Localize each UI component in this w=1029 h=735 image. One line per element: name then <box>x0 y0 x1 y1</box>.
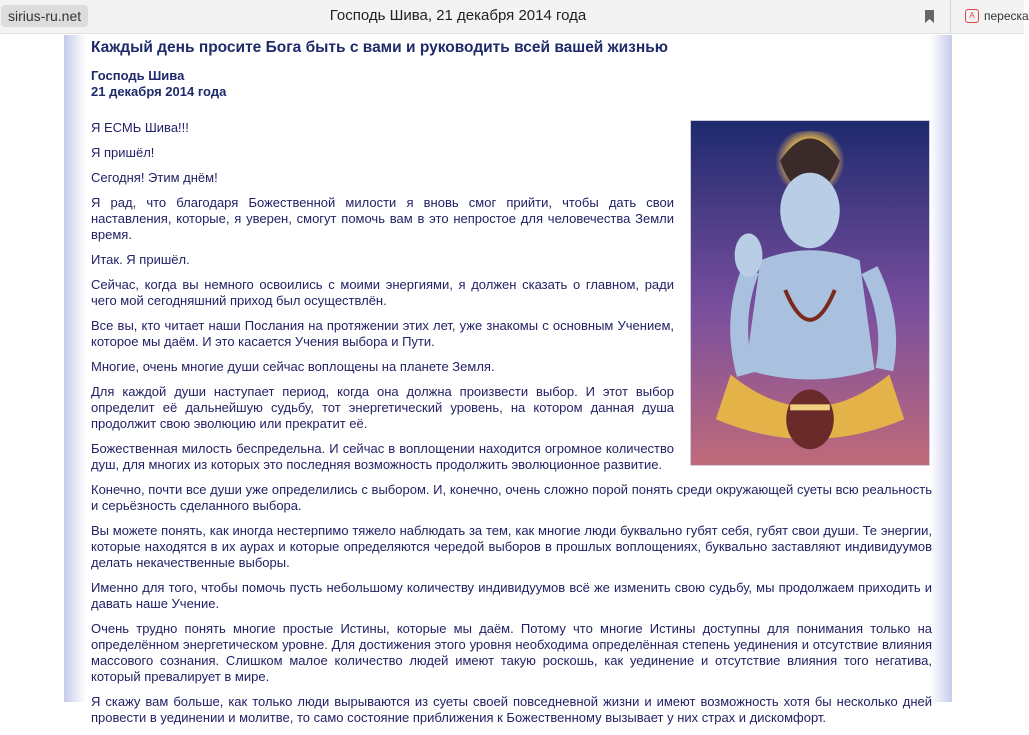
article-meta <box>91 68 932 100</box>
paragraph: Вы можете понять, как иногда нестерпимо тяжело наблюдать за тем, как многие люди буквально губят себя, губят свои души. Те энергии, которые находятся в их аурах и которые определяются чередой выборов в прошлых воплощениях, буквально заставляют индивидуумов делать некачественные выборы. <box>91 523 932 570</box>
article-date: 21 декабря 2014 года <box>91 84 227 99</box>
paragraph: Именно для того, чтобы помочь пусть небольшому количеству индивидуумов всё же изменить свою судьбу, мы продолжаем приходить и давать наше Учение. <box>91 580 932 611</box>
page-title: Господь Шива, 21 декабря 2014 года <box>329 7 587 24</box>
paragraph: Для каждой души наступает период, когда она должна произвести выбор. И этот выбор определит её дальнейшую судьбу, тот энергетический уровень, на котором данная душа продолжит свою эволюцию или прекратит её. <box>91 384 674 431</box>
article-heading: Каждый день просите Бога быть с вами и руководить всей вашей жизнью <box>91 39 668 56</box>
article-content <box>90 38 932 735</box>
shiva-image <box>690 120 930 466</box>
article-author: Господь Шива <box>91 68 185 83</box>
translate-icon[interactable]: A <box>965 9 979 23</box>
bookmark-icon[interactable] <box>925 10 934 23</box>
paragraph: Конечно, почти все души уже определились с выбором. И, конечно, очень сложно порой понять среди окружающей суеты всю реальность и серьёзность сделанного выбора. <box>91 482 932 513</box>
paragraph: Сегодня! Этим днём! <box>91 170 218 185</box>
paragraph: Очень трудно понять многие простые Истины, которые мы даём. Потому что многие Истины доступны для понимания только на определённом энергетическом уровне. Для достижения этого уровня необходима определённая степень уединения и отсутствие влияния массового сознания. Слишком малое количество людей имеют такую роскошь, как уединение и отсутствие влияния того негатива, который превалирует в мире. <box>91 621 932 684</box>
paragraph: Я ЕСМЬ Шива!!! <box>91 120 189 135</box>
paragraph: Я рад, что благодаря Божественной милости я вновь смог прийти, чтобы дать свои наставления, которые, я уверен, смогут помочь вам в это непростое для человечества Земли время. <box>91 195 674 242</box>
paragraph: Сейчас, когда вы немного освоились с моими энергиями, я должен сказать о главном, ради чего мой сегодняшний приход был осуществлён. <box>91 277 674 308</box>
right-margin <box>952 35 1024 702</box>
paragraph: Все вы, кто читает наши Послания на протяжении этих лет, уже знакомы с основным Учением, которое мы даём. И это касается Учения выбора и Пути. <box>91 318 674 349</box>
toolbar-divider <box>950 0 951 34</box>
paragraph: Божественная милость беспредельна. И сейчас в воплощении находится огромное количество душ, для многих из которых это последняя возможность продолжить эволюционное развитие. <box>91 441 674 472</box>
site-address[interactable]: sirius-ru.net <box>1 5 88 27</box>
paragraph: Итак. Я пришёл. <box>91 252 190 267</box>
paragraph: Я скажу вам больше, как только люди вырываются из суеты своей повседневной жизни и имеют возможность хотя бы несколько дней провести в уединении и молитве, то само состояние приближения к Божественному вызывает у них страх и дискомфорт. <box>91 694 932 725</box>
paragraph: Многие, очень многие души сейчас воплощены на планете Земля. <box>91 359 495 374</box>
browser-top-bar <box>0 0 1029 34</box>
translate-button-label[interactable]: переска <box>984 9 1029 23</box>
paragraph: Я пришёл! <box>91 145 155 160</box>
